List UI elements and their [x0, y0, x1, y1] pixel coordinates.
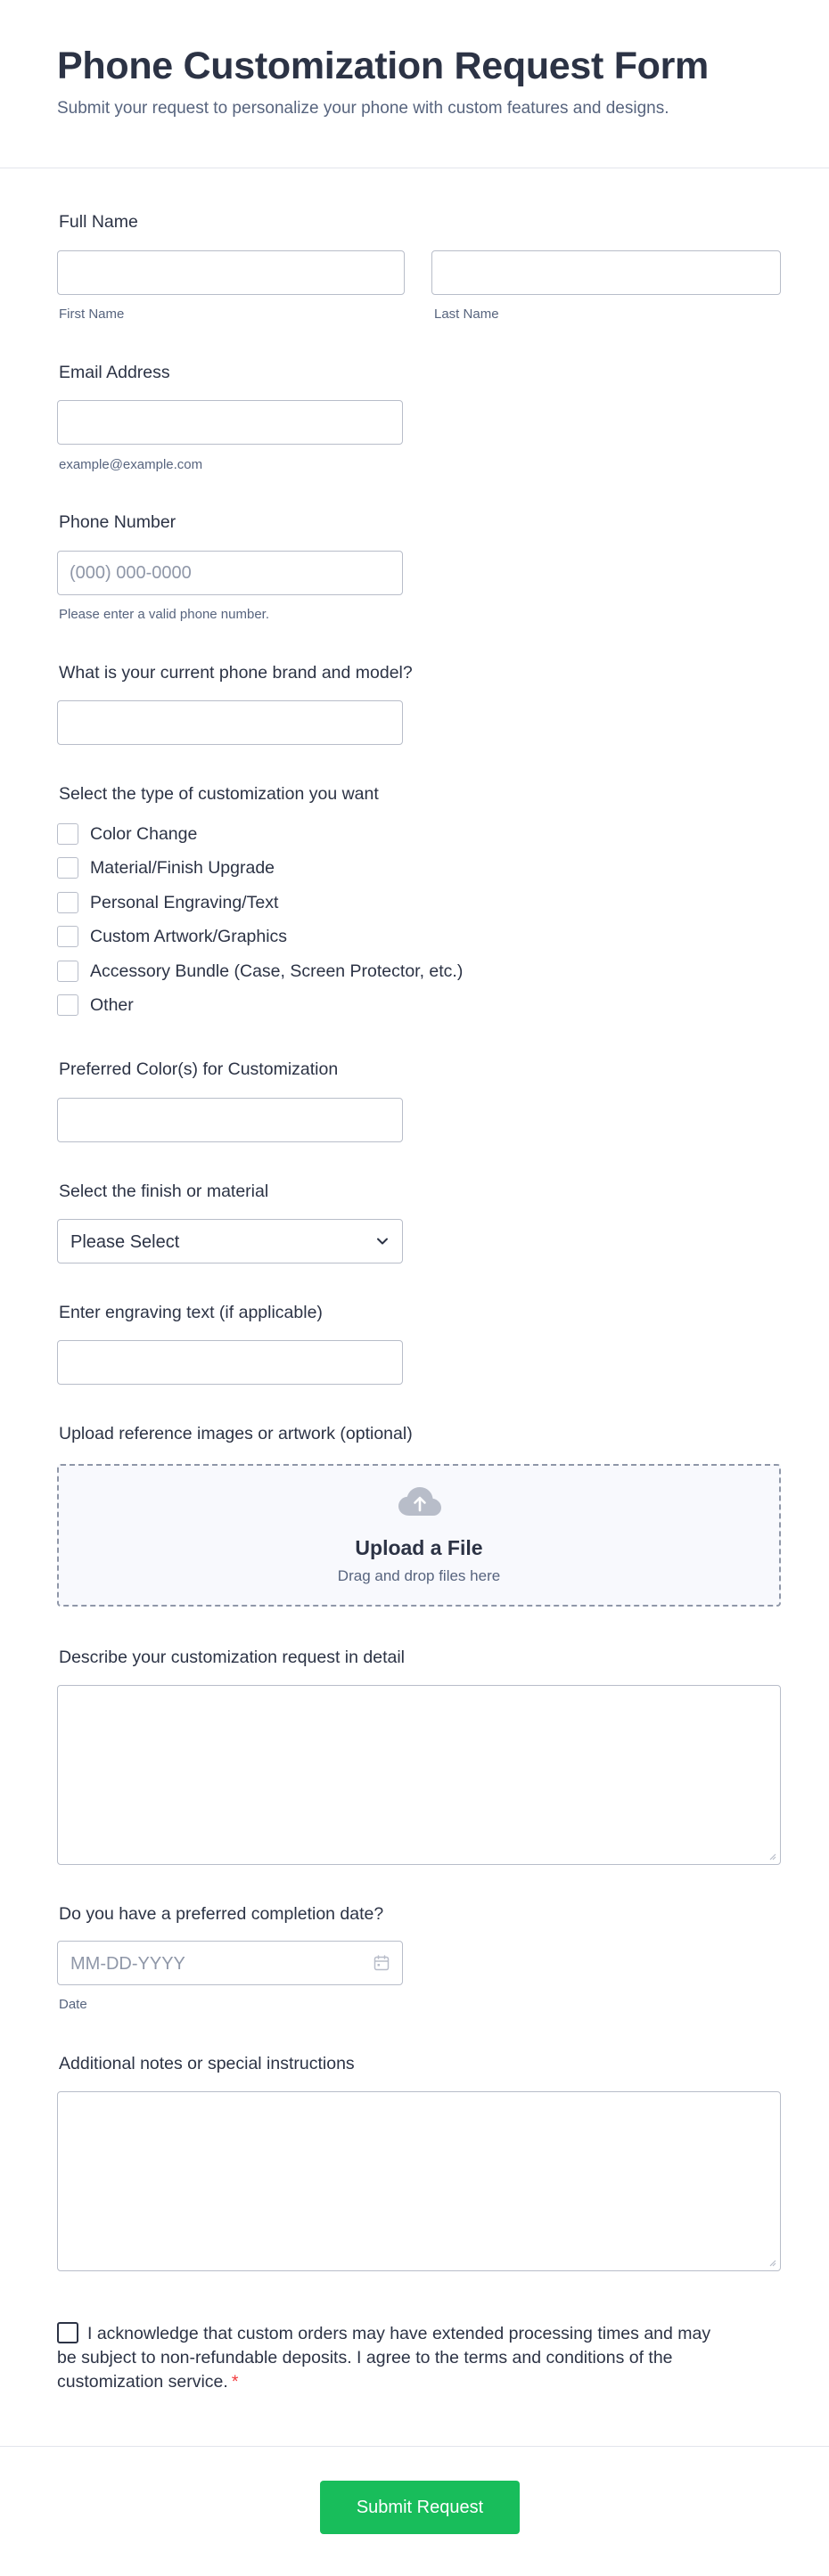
- file-upload-dropzone[interactable]: [57, 1464, 781, 1607]
- checkbox[interactable]: [57, 857, 78, 879]
- checkbox[interactable]: [57, 961, 78, 982]
- checkbox-label: Personal Engraving/Text: [90, 892, 279, 912]
- finish-label: Select the finish or material: [59, 1182, 269, 1201]
- notes-label: Additional notes or special instructions: [59, 2054, 355, 2073]
- form-footer: [0, 2446, 829, 2576]
- description-label: Describe your customization request in detail: [59, 1648, 406, 1667]
- phone-input[interactable]: [57, 551, 403, 595]
- notes-textarea[interactable]: [57, 2091, 781, 2271]
- first-name-input[interactable]: [57, 250, 405, 295]
- upload-title: Upload a File: [355, 1536, 483, 1559]
- calendar-icon[interactable]: [373, 1955, 390, 1971]
- current-phone-input[interactable]: [57, 700, 403, 745]
- acknowledgment-text: I acknowledge that custom orders may have extended processing times and may be subject to non-refundable deposits. I agree to the terms and conditions of the customization service.: [57, 2324, 711, 2392]
- phone-sublabel: Please enter a valid phone number.: [59, 607, 269, 622]
- chevron-down-icon: [373, 1232, 391, 1250]
- first-name-sublabel: First Name: [59, 307, 125, 322]
- last-name-input[interactable]: [431, 250, 781, 295]
- upload-subtitle: Drag and drop files here: [337, 1567, 501, 1584]
- checkbox-option-accessory-bundle[interactable]: [57, 960, 463, 983]
- email-label: Email Address: [59, 363, 170, 382]
- acknowledgment-field: [57, 2322, 717, 2394]
- completion-date-input[interactable]: [57, 1941, 403, 1985]
- checkbox[interactable]: [57, 994, 78, 1016]
- completion-date-sublabel: Date: [59, 1997, 87, 2012]
- checkbox-label: Other: [90, 994, 134, 1015]
- customization-type-label: Select the type of customization you want: [59, 784, 379, 804]
- checkbox-option-engraving[interactable]: [57, 891, 278, 914]
- preferred-colors-input[interactable]: [57, 1098, 403, 1142]
- cloud-upload-icon: [398, 1485, 442, 1519]
- upload-label: Upload reference images or artwork (optional): [59, 1424, 413, 1443]
- checkbox-label: Color Change: [90, 823, 198, 844]
- description-textarea[interactable]: [57, 1685, 781, 1865]
- form-header: [0, 0, 829, 168]
- required-asterisk: *: [231, 2372, 239, 2392]
- acknowledgment-checkbox[interactable]: [57, 2322, 78, 2343]
- resize-grip-icon[interactable]: [767, 1852, 776, 1860]
- finish-select[interactable]: [57, 1219, 403, 1263]
- full-name-label: Full Name: [59, 212, 138, 232]
- checkbox[interactable]: [57, 823, 78, 845]
- engraving-input[interactable]: [57, 1340, 403, 1385]
- checkbox[interactable]: [57, 892, 78, 913]
- email-input[interactable]: [57, 400, 403, 445]
- checkbox-label: Custom Artwork/Graphics: [90, 926, 288, 946]
- checkbox-label: Material/Finish Upgrade: [90, 857, 275, 878]
- submit-button[interactable]: Submit Request: [320, 2481, 520, 2534]
- current-phone-label: What is your current phone brand and model?: [59, 663, 413, 683]
- preferred-colors-label: Preferred Color(s) for Customization: [59, 1059, 339, 1079]
- checkbox-option-material-finish[interactable]: [57, 856, 275, 879]
- engraving-label: Enter engraving text (if applicable): [59, 1303, 323, 1322]
- finish-select-value: Please Select: [70, 1232, 180, 1252]
- last-name-sublabel: Last Name: [434, 307, 499, 322]
- date-placeholder: MM-DD-YYYY: [70, 1954, 185, 1974]
- checkbox-option-color-change[interactable]: [57, 822, 197, 846]
- checkbox[interactable]: [57, 926, 78, 947]
- form-title: Phone Customization Request Form: [57, 45, 709, 87]
- resize-grip-icon[interactable]: [767, 2258, 776, 2267]
- phone-label: Phone Number: [59, 512, 176, 532]
- completion-date-label: Do you have a preferred completion date?: [59, 1904, 384, 1924]
- email-sublabel: example@example.com: [59, 457, 203, 472]
- form-subtitle: Submit your request to personalize your phone with custom features and designs.: [57, 99, 669, 118]
- checkbox-option-artwork[interactable]: [57, 925, 287, 948]
- checkbox-option-other[interactable]: [57, 994, 134, 1017]
- checkbox-label: Accessory Bundle (Case, Screen Protector, etc.): [90, 961, 464, 981]
